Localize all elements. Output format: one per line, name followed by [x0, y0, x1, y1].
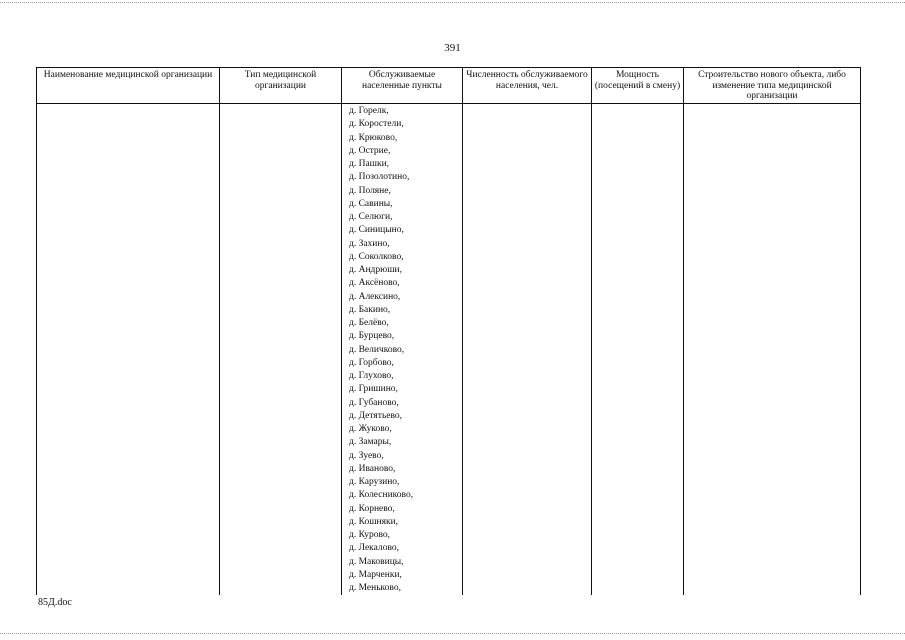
settlement-item: д. Глухово, — [349, 371, 394, 381]
settlement-item: д. Поляне, — [349, 185, 391, 196]
cell-construction — [684, 104, 861, 596]
settlement-item: д. Марченки, — [349, 569, 402, 580]
table-header-row — [37, 68, 861, 104]
settlement-item: д. Коростели, — [349, 119, 404, 130]
settlements-list — [342, 104, 462, 595]
column-header-organization-type: Тип медицинской организации — [220, 68, 342, 104]
settlement-item: д. Бакино, — [349, 304, 391, 315]
settlement-item: д. Позолотино, — [349, 172, 410, 183]
column-header-capacity: Мощность (посещений в смену) — [592, 68, 684, 104]
settlement-item: д. Гришино, — [349, 384, 398, 395]
settlement-item: д. Соколково, — [349, 251, 404, 262]
settlement-item: д. Маковицы, — [349, 556, 404, 567]
settlement-item: д. Пашки, — [349, 159, 390, 169]
settlement-item: д. Карузино, — [349, 477, 400, 487]
table-row — [37, 104, 861, 596]
medical-organizations-table — [36, 67, 861, 595]
settlement-item: д. Захино, — [349, 238, 390, 249]
scan-edge-top — [0, 2, 905, 3]
cell-organization-name — [37, 104, 220, 596]
cell-capacity — [592, 104, 684, 596]
column-header-organization-name: Наименование медицинской организации — [37, 68, 220, 104]
settlement-item: д. Горелк, — [349, 106, 389, 116]
cell-population — [463, 104, 592, 596]
settlement-item: д. Курово, — [349, 530, 391, 540]
settlement-item: д. Колесниково, — [349, 490, 414, 501]
settlement-item: д. Губаново, — [349, 397, 399, 408]
settlement-item: д. Меньково, — [349, 583, 401, 593]
settlement-item: д. Лекалово, — [349, 543, 399, 554]
column-header-served-settlements: Обслуживаемые населенные пункты — [342, 68, 463, 104]
file-name-footer: 85Д.doc — [38, 597, 72, 608]
cell-served-settlements — [342, 104, 463, 596]
settlement-item: д. Кошняки, — [349, 516, 399, 527]
settlement-item: д. Савины, — [349, 198, 393, 209]
column-header-population: Численность обслуживаемого населения, чел. — [463, 68, 592, 104]
settlement-item: д. Андрюши, — [349, 265, 402, 275]
settlement-item: д. Величково, — [349, 344, 405, 355]
cell-organization-type — [220, 104, 342, 596]
settlement-item: д. Бурцево, — [349, 331, 395, 342]
settlement-item: д. Селюги, — [349, 212, 393, 222]
column-header-construction: Строительство нового объекта, либо изменение типа медицинской организации — [684, 68, 861, 104]
settlement-item: д. Белёво, — [349, 318, 389, 328]
settlement-item: д. Алексино, — [349, 291, 401, 302]
settlement-item: д. Жуково, — [349, 424, 392, 434]
scan-edge-bottom — [0, 633, 905, 634]
settlement-item: д. Зуево, — [349, 450, 384, 461]
page-number: 391 — [444, 42, 461, 54]
settlement-item: д. Горбово, — [349, 357, 394, 368]
settlement-item: д. Иваново, — [349, 463, 396, 474]
settlement-item: д. Детятьево, — [349, 410, 403, 421]
settlement-item: д. Аксёново, — [349, 278, 400, 289]
settlement-item: д. Корнево, — [349, 503, 395, 514]
settlement-item: д. Синицыно, — [349, 225, 404, 236]
settlement-item: д. Крюково, — [349, 132, 398, 143]
settlement-item: д. Острие, — [349, 145, 391, 156]
settlement-item: д. Замары, — [349, 437, 392, 448]
